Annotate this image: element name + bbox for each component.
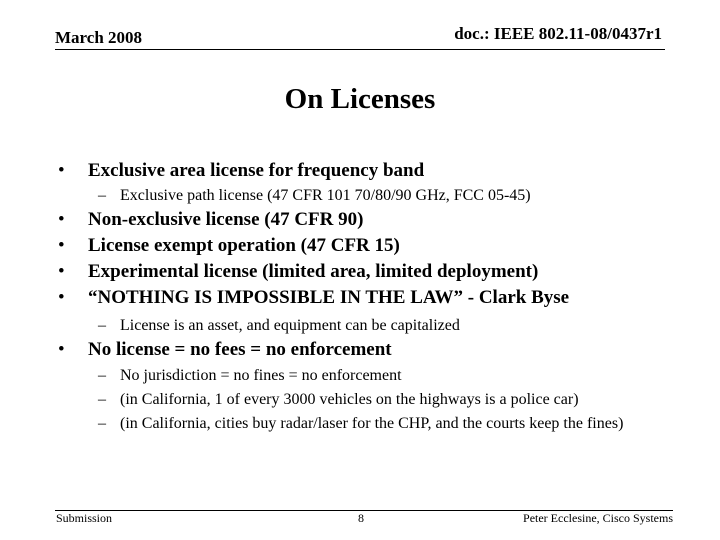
sub-no-jurisdiction — [98, 365, 658, 386]
header-doc-id: doc.: IEEE 802.11-08/0437r1 — [454, 24, 662, 43]
bullet-exclusive-area — [58, 160, 424, 182]
footer-author: Peter Ecclesine, Cisco Systems — [523, 511, 673, 525]
sub-exclusive-path — [98, 185, 658, 206]
bullet-text: License exempt operation (47 CFR 15) — [88, 235, 400, 256]
sub-text: License is an asset, and equipment can be capitalized — [120, 317, 460, 334]
slide-title: On Licenses — [284, 83, 436, 115]
footer-submission: Submission — [56, 511, 113, 525]
header-rule — [55, 49, 665, 50]
bullet-glyph: • — [58, 160, 65, 181]
bullet-no-license — [58, 339, 392, 361]
sub-police-car — [98, 389, 658, 410]
bullet-nothing-impossible — [58, 287, 569, 309]
bullet-experimental — [58, 261, 538, 283]
bullet-text: Experimental license (limited area, limited deployment) — [88, 261, 539, 282]
dash-glyph: – — [98, 367, 106, 384]
dash-glyph: – — [98, 187, 106, 204]
footer-page-number: 8 — [358, 511, 364, 525]
bullet-text: “NOTHING IS IMPOSSIBLE IN THE LAW” - Clark Byse — [88, 287, 570, 308]
dash-glyph: – — [98, 415, 106, 432]
sub-text: Exclusive path license (47 CFR 101 70/80/90 GHz, FCC 05-45) — [120, 187, 531, 204]
dash-glyph: – — [98, 317, 106, 334]
bullet-glyph: • — [58, 287, 65, 308]
dash-glyph: – — [98, 391, 106, 408]
bullet-glyph: • — [58, 261, 65, 282]
bullet-non-exclusive — [58, 209, 363, 231]
sub-text: (in California, cities buy radar/laser for the CHP, and the courts keep the fines) — [120, 415, 624, 432]
bullet-text: No license = no fees = no enforcement — [88, 339, 392, 360]
bullet-glyph: • — [58, 209, 65, 230]
bullet-text: Exclusive area license for frequency band — [88, 160, 425, 181]
header-date: March 2008 — [55, 28, 143, 47]
sub-text: No jurisdiction = no fines = no enforcement — [120, 367, 402, 384]
sub-text: (in California, 1 of every 3000 vehicles on the highways is a police car) — [120, 391, 579, 408]
bullet-glyph: • — [58, 339, 65, 360]
bullet-license-exempt — [58, 235, 400, 257]
sub-license-asset — [98, 315, 658, 336]
bullet-glyph: • — [58, 235, 65, 256]
sub-radar-laser — [98, 413, 658, 434]
bullet-text: Non-exclusive license (47 CFR 90) — [88, 209, 364, 230]
